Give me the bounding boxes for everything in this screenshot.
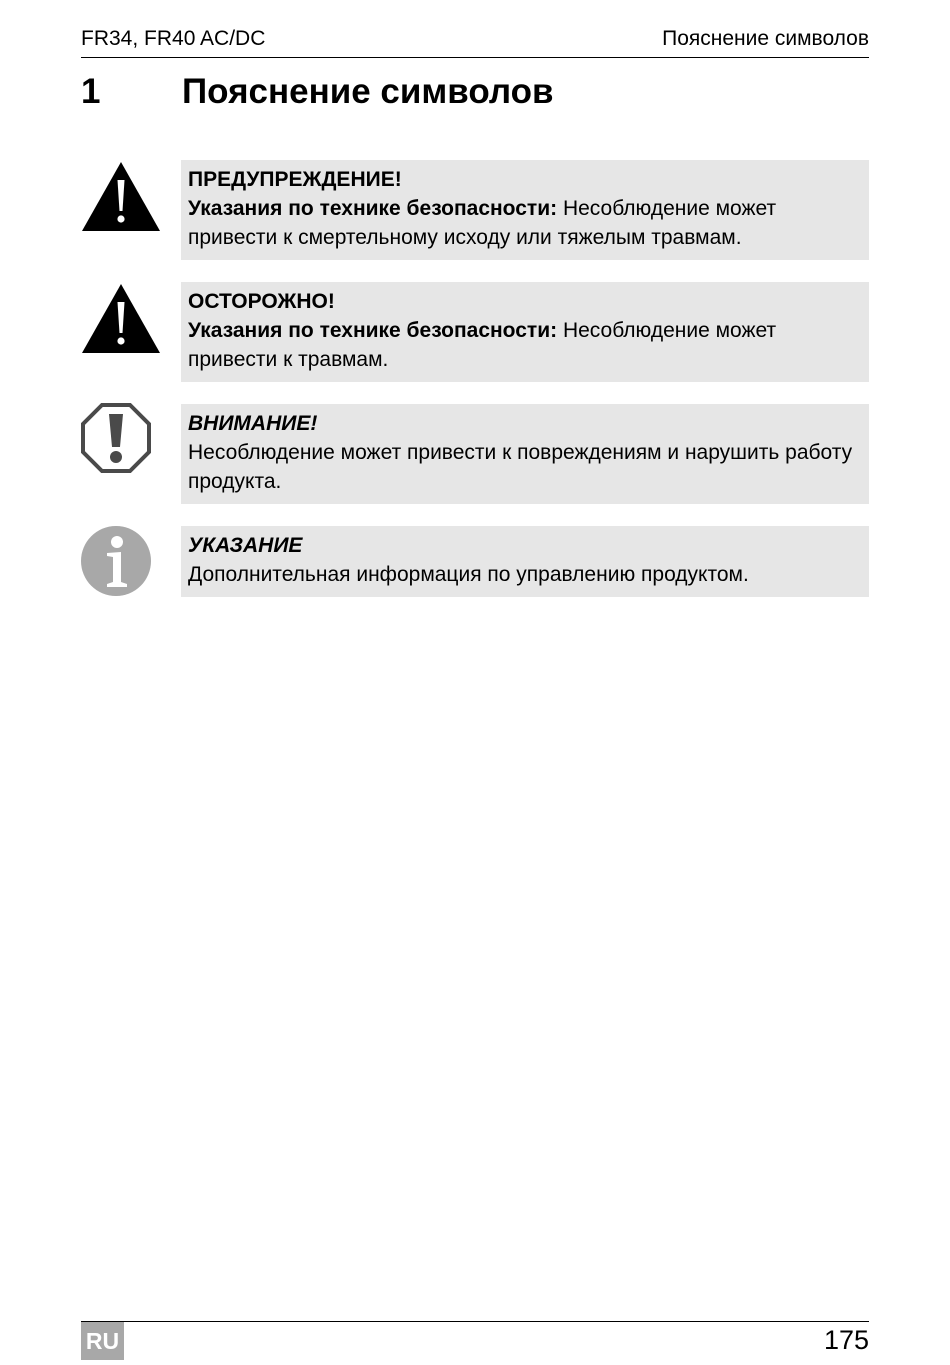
info-circle-icon — [80, 525, 152, 597]
notice-attention — [181, 404, 869, 504]
attention-octagon-icon — [80, 402, 152, 474]
notice-lead: Указания по технике безопасности: — [188, 319, 558, 342]
notice-title: ОСТОРОЖНО! — [188, 290, 335, 313]
page-number: 175 — [823, 1325, 869, 1355]
header-product-name: FR34, FR40 AC/DC — [81, 27, 266, 50]
notice-title: УКАЗАНИЕ — [188, 534, 303, 557]
notice-text: Несоблюдение может привести к смертельному исходу или тяжелым травмам. — [188, 197, 777, 249]
notice-caution — [181, 282, 869, 382]
notice-warning — [181, 160, 869, 260]
footer-divider — [81, 1321, 869, 1322]
notice-note — [181, 526, 869, 597]
notice-text: Несоблюдение может привести к травмам. — [188, 319, 777, 371]
notice-text: Несоблюдение может привести к повреждениям и нарушить работу продукта. — [188, 441, 853, 493]
header-divider — [81, 57, 869, 58]
chapter-number: 1 — [81, 72, 101, 111]
warning-triangle-icon — [80, 160, 162, 234]
notice-title: ВНИМАНИЕ! — [188, 412, 318, 435]
caution-triangle-icon — [80, 282, 162, 356]
notice-lead: Указания по технике безопасности: — [188, 197, 558, 220]
header-section-title: Пояснение символов — [662, 27, 869, 50]
page-title: Пояснение символов — [182, 72, 554, 111]
language-badge: RU — [81, 1322, 124, 1360]
notice-text: Дополнительная информация по управлению продуктом. — [188, 563, 749, 586]
notice-title: ПРЕДУПРЕЖДЕНИЕ! — [188, 168, 402, 191]
